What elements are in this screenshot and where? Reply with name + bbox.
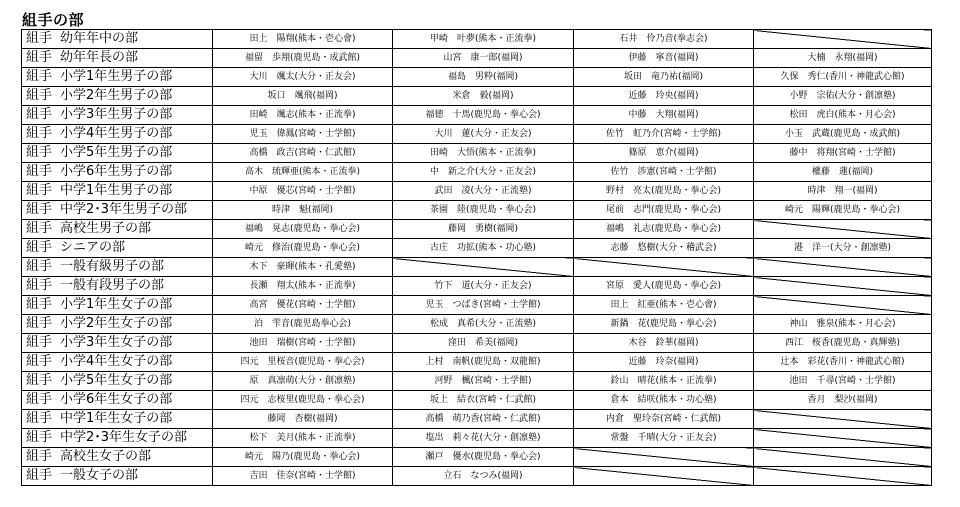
competitor-name: 鈴山 晴花(熊本・正流拳) (610, 376, 717, 386)
event-prefix: 組手 (26, 183, 53, 198)
competitor-name: 倉本 結咲(熊本・功心塾) (610, 395, 717, 405)
event-prefix: 組手 (26, 69, 53, 84)
empty-place-cell (754, 258, 932, 277)
place-3-cell (574, 372, 754, 391)
category-cell (22, 106, 213, 125)
event-prefix: 組手 (26, 31, 53, 46)
competitor-name: 原 真凛萌(大分・創凛塾) (249, 376, 356, 386)
place-2-cell (393, 30, 574, 49)
place-3-cell (574, 49, 754, 68)
competitor-name: 篠原 恵介(福岡) (628, 148, 699, 158)
category-label: 小学5年生女子の部 (60, 373, 173, 388)
place-2-cell (393, 277, 574, 296)
competitor-name: 中藤 大翔(福岡) (628, 110, 699, 120)
category-label: 幼年年長の部 (60, 50, 139, 65)
results-table (21, 29, 932, 486)
place-2-cell (393, 353, 574, 372)
competitor-name: 香月 梨沙(福岡) (807, 395, 878, 405)
place-2-cell (393, 334, 574, 353)
competitor-name: 高橋 萌乃香(宮崎・仁武館) (425, 414, 541, 424)
competitor-name: 田崎 大悟(熊本・正流拳) (429, 148, 537, 158)
empty-place-cell (754, 448, 932, 467)
competitor-name: 志藤 悠樹(大分・稽武会) (610, 243, 717, 253)
competitor-name: 港 洋一(大分・創凛塾) (793, 243, 892, 253)
place-4-cell (754, 391, 932, 410)
place-3-cell (574, 334, 754, 353)
competitor-name: 佐竹 渉憲(宮崎・士学館) (610, 167, 717, 177)
competitor-name: 田上 陽翔(熊本・壱心會) (249, 34, 356, 44)
competitor-name: 崎元 陽輝(鹿児島・拳心会) (784, 205, 901, 215)
category-cell (22, 163, 213, 182)
place-1-cell (213, 125, 393, 144)
place-1-cell (213, 49, 393, 68)
table-row (22, 315, 932, 334)
competitor-name: 福留 歩翔(鹿児島・成武館) (244, 53, 361, 63)
place-2-cell (393, 201, 574, 220)
table-row (22, 296, 932, 315)
competitor-name: 池田 瑞樹(宮崎・士学館) (249, 338, 356, 348)
competitor-name: 神山 雅泉(熊本・月心会) (789, 319, 896, 329)
table-row (22, 372, 932, 391)
place-4-cell (754, 353, 932, 372)
table-row (22, 125, 932, 144)
event-prefix: 組手 (26, 392, 53, 407)
competitor-name: 松成 真希(大分・正流塾) (429, 319, 537, 329)
category-cell (22, 125, 213, 144)
place-1-cell (213, 410, 393, 429)
place-3-cell (574, 315, 754, 334)
competitor-name: 石井 伶乃音(拳志会) (619, 34, 708, 44)
category-label: 小学4年生男子の部 (60, 126, 173, 141)
competitor-name: 大楠 永翔(福岡) (807, 53, 878, 63)
place-1-cell (213, 163, 393, 182)
competitor-name: 長瀬 翔太(熊本・正流拳) (249, 281, 356, 291)
empty-place-cell (754, 296, 932, 315)
place-3-cell (574, 429, 754, 448)
category-label: 中学1年生男子の部 (60, 183, 173, 198)
empty-place-cell (754, 410, 932, 429)
category-cell (22, 49, 213, 68)
competitor-name: 尾前 志門(鹿児島・拳心会) (605, 205, 722, 215)
competitor-name: 中 新之介(大分・正友会) (429, 167, 537, 177)
category-cell (22, 277, 213, 296)
competitor-name: 坂口 颯飛(福岡) (267, 91, 338, 101)
event-prefix: 組手 (26, 411, 53, 426)
competitor-name: 木下 豪暉(熊本・孔愛塾) (249, 262, 356, 272)
place-3-cell (574, 87, 754, 106)
place-3-cell (574, 182, 754, 201)
page-title: 組手の部 (22, 11, 85, 29)
place-2-cell (393, 467, 574, 486)
competitor-name: 福嶋 礼志(鹿児島・拳心会) (605, 224, 722, 234)
place-3-cell (574, 391, 754, 410)
place-2-cell (393, 49, 574, 68)
category-label: 一般女子の部 (60, 468, 139, 483)
table-row (22, 106, 932, 125)
competitor-name: 小野 宗佑(大分・創凛塾) (789, 91, 896, 101)
category-label: 小学1年生男子の部 (60, 69, 173, 84)
place-3-cell (574, 163, 754, 182)
place-3-cell (574, 125, 754, 144)
category-cell (22, 334, 213, 353)
place-2-cell (393, 372, 574, 391)
competitor-name: 久保 秀仁(香川・神龍武心館) (780, 72, 905, 82)
competitor-name: 權藤 蓮(福岡) (811, 167, 874, 177)
table-row (22, 182, 932, 201)
empty-place-cell (754, 220, 932, 239)
table-row (22, 258, 932, 277)
competitor-name: 上村 南帆(鹿児島・双龍館) (425, 357, 541, 367)
place-4-cell (754, 182, 932, 201)
place-2-cell (393, 182, 574, 201)
table-row (22, 277, 932, 296)
event-prefix: 組手 (26, 316, 53, 331)
competitor-name: 松田 虎白(熊本・月心会) (789, 110, 896, 120)
empty-place-cell (574, 467, 754, 486)
competitor-name: 坂田 竜乃祐(福岡) (623, 72, 704, 82)
place-4-cell (754, 87, 932, 106)
competitor-name: 瀬戸 優水(鹿児島・拳心会) (425, 452, 541, 462)
competitor-name: 坂上 結衣(宮崎・仁武館) (429, 395, 537, 405)
competitor-name: 辻本 彩花(香川・神龍武心館) (780, 357, 905, 367)
place-4-cell (754, 239, 932, 258)
category-label: 小学6年生男子の部 (60, 164, 173, 179)
competitor-name: 茶園 陸(鹿児島・拳心会) (429, 205, 537, 215)
place-2-cell (393, 296, 574, 315)
place-3-cell (574, 353, 754, 372)
empty-place-cell (754, 467, 932, 486)
event-prefix: 組手 (26, 240, 53, 255)
competitor-name: 山宮 康一郎(福岡) (443, 53, 523, 63)
category-cell (22, 87, 213, 106)
table-row (22, 30, 932, 49)
table-row (22, 144, 932, 163)
empty-place-cell (754, 277, 932, 296)
event-prefix: 組手 (26, 468, 53, 483)
competitor-name: 高宮 優花(宮崎・士学館) (249, 300, 356, 310)
category-label: 小学1年生女子の部 (60, 297, 173, 312)
competitor-name: 常盤 千晴(大分・正友会) (610, 433, 717, 443)
event-prefix: 組手 (26, 202, 53, 217)
competitor-name: 野村 亮太(鹿児島・拳心会) (605, 186, 722, 196)
category-cell (22, 182, 213, 201)
category-label: 小学5年生男子の部 (60, 145, 173, 160)
category-label: 一般有級男子の部 (60, 259, 165, 274)
category-label: 高校生女子の部 (60, 449, 152, 464)
category-cell (22, 201, 213, 220)
competitor-name: 田上 紅亜(熊本・壱心會) (610, 300, 717, 310)
competitor-name: 伊藤 寧音(福岡) (628, 53, 699, 63)
place-3-cell (574, 68, 754, 87)
competitor-name: 佐竹 虹乃介(宮崎・士学館) (605, 129, 722, 139)
category-cell (22, 448, 213, 467)
competitor-name: 福島 男粋(福岡) (447, 72, 519, 82)
competitor-name: 藤岡 勇樹(福岡) (447, 224, 519, 234)
category-cell (22, 220, 213, 239)
category-label: 一般有段男子の部 (60, 278, 165, 293)
place-1-cell (213, 429, 393, 448)
place-1-cell (213, 106, 393, 125)
competitor-name: 時津 魁(福岡) (271, 205, 334, 215)
category-cell (22, 410, 213, 429)
competitor-name: 大川 颯太(大分・正友会) (249, 72, 356, 82)
event-prefix: 組手 (26, 164, 53, 179)
category-cell (22, 467, 213, 486)
competitor-name: 泊 雫音(鹿児島拳心会) (253, 319, 352, 329)
category-cell (22, 68, 213, 87)
category-label: 小学6年生女子の部 (60, 392, 173, 407)
place-1-cell (213, 144, 393, 163)
competitor-name: 四元 里桜音(鹿児島・拳心会) (240, 357, 365, 367)
category-label: 小学3年生女子の部 (60, 335, 173, 350)
category-label: 小学3年生男子の部 (60, 107, 173, 122)
competitor-name: 崎元 修治(鹿児島・拳心会) (244, 243, 361, 253)
competitor-name: 近藤 玲央(福岡) (628, 91, 699, 101)
table-row (22, 353, 932, 372)
place-4-cell (754, 144, 932, 163)
place-1-cell (213, 277, 393, 296)
competitor-name: 内倉 聖玲奈(宮崎・仁武館) (605, 414, 722, 424)
competitor-name: 中原 優芯(宮崎・士学館) (249, 186, 356, 196)
table-row (22, 220, 932, 239)
empty-place-cell (754, 30, 932, 49)
place-1-cell (213, 467, 393, 486)
place-1-cell (213, 87, 393, 106)
category-cell (22, 258, 213, 277)
place-1-cell (213, 448, 393, 467)
category-cell (22, 429, 213, 448)
place-1-cell (213, 391, 393, 410)
competitor-name: 福徳 十馬(鹿児島・拳心会) (425, 110, 541, 120)
category-label: 中学2･3年生女子の部 (60, 430, 188, 445)
competitor-name: 児玉 偉鳳(宮崎・士学館) (249, 129, 356, 139)
competitor-name: 小玉 武蔵(鹿児島・成武館) (784, 129, 901, 139)
category-cell (22, 353, 213, 372)
competitor-name: 高木 琉輝亜(熊本・正流拳) (244, 167, 361, 177)
table-row (22, 410, 932, 429)
results-body (22, 30, 932, 486)
place-3-cell (574, 277, 754, 296)
place-1-cell (213, 201, 393, 220)
place-2-cell (393, 429, 574, 448)
place-3-cell (574, 410, 754, 429)
event-prefix: 組手 (26, 259, 53, 274)
place-3-cell (574, 201, 754, 220)
event-prefix: 組手 (26, 107, 53, 122)
place-3-cell (574, 296, 754, 315)
table-row (22, 68, 932, 87)
category-label: シニアの部 (60, 240, 126, 255)
place-1-cell (213, 220, 393, 239)
competitor-name: 福嶋 晃志(鹿児島・拳心会) (244, 224, 361, 234)
place-1-cell (213, 353, 393, 372)
event-prefix: 組手 (26, 88, 53, 103)
place-3-cell (574, 239, 754, 258)
table-row (22, 334, 932, 353)
event-prefix: 組手 (26, 373, 53, 388)
competitor-name: 吉田 佳奈(宮崎・士学館) (249, 471, 356, 481)
category-cell (22, 296, 213, 315)
place-2-cell (393, 315, 574, 334)
table-row (22, 467, 932, 486)
place-4-cell (754, 201, 932, 220)
place-2-cell (393, 163, 574, 182)
empty-place-cell (754, 429, 932, 448)
event-prefix: 組手 (26, 449, 53, 464)
competitor-name: 新鍋 花(鹿児島・拳心会) (610, 319, 717, 329)
competitor-name: 甲崎 叶夢(熊本・正流拳) (429, 34, 537, 44)
place-1-cell (213, 315, 393, 334)
place-2-cell (393, 448, 574, 467)
category-label: 高校生男子の部 (60, 221, 152, 236)
competitor-name: 崎元 陽乃(鹿児島・拳心会) (244, 452, 361, 462)
table-row (22, 49, 932, 68)
table-row (22, 163, 932, 182)
place-2-cell (393, 239, 574, 258)
table-row (22, 239, 932, 258)
place-2-cell (393, 87, 574, 106)
category-cell (22, 239, 213, 258)
competitor-name: 近藤 玲奈(福岡) (628, 357, 699, 367)
competitor-name: 藤岡 杏樹(福岡) (267, 414, 338, 424)
place-2-cell (393, 410, 574, 429)
place-1-cell (213, 334, 393, 353)
category-cell (22, 315, 213, 334)
place-1-cell (213, 372, 393, 391)
competitor-name: 児玉 つばき(宮崎・士学館) (425, 300, 541, 310)
competitor-name: 河野 楓(宮崎・士学館) (434, 376, 532, 386)
category-cell (22, 144, 213, 163)
competitor-name: 塩出 莉々花(大分・創凛塾) (425, 433, 541, 443)
category-cell (22, 372, 213, 391)
competitor-name: 宮原 愛人(鹿児島・拳心会) (605, 281, 722, 291)
place-4-cell (754, 49, 932, 68)
place-1-cell (213, 239, 393, 258)
competitor-name: 古庄 功拡(熊本・功心塾) (429, 243, 537, 253)
table-row (22, 87, 932, 106)
place-4-cell (754, 372, 932, 391)
place-2-cell (393, 144, 574, 163)
category-cell (22, 391, 213, 410)
competitor-name: 竹下 道(大分・正友会) (434, 281, 532, 291)
place-4-cell (754, 68, 932, 87)
competitor-name: 藤中 将翔(宮崎・士学館) (789, 148, 896, 158)
place-4-cell (754, 315, 932, 334)
category-label: 小学4年生女子の部 (60, 354, 173, 369)
competitor-name: 四元 志桜里(鹿児島・拳心会) (240, 395, 365, 405)
event-prefix: 組手 (26, 335, 53, 350)
place-1-cell (213, 68, 393, 87)
event-prefix: 組手 (26, 354, 53, 369)
table-row (22, 391, 932, 410)
event-prefix: 組手 (26, 430, 53, 445)
place-2-cell (393, 220, 574, 239)
place-3-cell (574, 30, 754, 49)
place-4-cell (754, 163, 932, 182)
place-1-cell (213, 30, 393, 49)
empty-place-cell (574, 448, 754, 467)
place-1-cell (213, 258, 393, 277)
competitor-name: 西江 桜香(鹿児島・真輝塾) (784, 338, 901, 348)
place-3-cell (574, 220, 754, 239)
empty-place-cell (393, 258, 574, 277)
event-prefix: 組手 (26, 278, 53, 293)
event-prefix: 組手 (26, 145, 53, 160)
competitor-name: 池田 千尋(宮崎・士学館) (789, 376, 896, 386)
competitor-name: 時津 翔一(福岡) (807, 186, 878, 196)
table-row (22, 429, 932, 448)
competitor-name: 米倉 毅(福岡) (452, 91, 514, 101)
place-2-cell (393, 391, 574, 410)
category-label: 幼年年中の部 (60, 31, 139, 46)
category-label: 小学2年生女子の部 (60, 316, 173, 331)
event-prefix: 組手 (26, 126, 53, 141)
place-4-cell (754, 125, 932, 144)
competitor-name: 武田 凌(大分・正流塾) (434, 186, 532, 196)
competitor-name: 立石 なつみ(福岡) (443, 471, 523, 481)
table-row (22, 201, 932, 220)
category-label: 中学2･3年生男子の部 (60, 202, 188, 217)
place-2-cell (393, 106, 574, 125)
competitor-name: 大川 蓮(大分・正友会) (434, 129, 532, 139)
event-prefix: 組手 (26, 221, 53, 236)
competitor-name: 木谷 鈴華(福岡) (628, 338, 699, 348)
table-row (22, 448, 932, 467)
category-label: 中学1年生女子の部 (60, 411, 173, 426)
category-cell (22, 30, 213, 49)
event-prefix: 組手 (26, 297, 53, 312)
place-2-cell (393, 68, 574, 87)
empty-place-cell (574, 258, 754, 277)
competitor-name: 松下 美月(熊本・正流拳) (249, 433, 356, 443)
place-3-cell (574, 106, 754, 125)
place-1-cell (213, 296, 393, 315)
place-2-cell (393, 125, 574, 144)
place-4-cell (754, 106, 932, 125)
place-1-cell (213, 182, 393, 201)
category-label: 小学2年生男子の部 (60, 88, 173, 103)
event-prefix: 組手 (26, 50, 53, 65)
competitor-name: 高橋 政吉(宮崎・仁武館) (249, 148, 356, 158)
place-3-cell (574, 144, 754, 163)
place-4-cell (754, 334, 932, 353)
competitor-name: 田崎 颯志(熊本・正流拳) (249, 110, 356, 120)
competitor-name: 窪田 希美(福岡) (447, 338, 519, 348)
